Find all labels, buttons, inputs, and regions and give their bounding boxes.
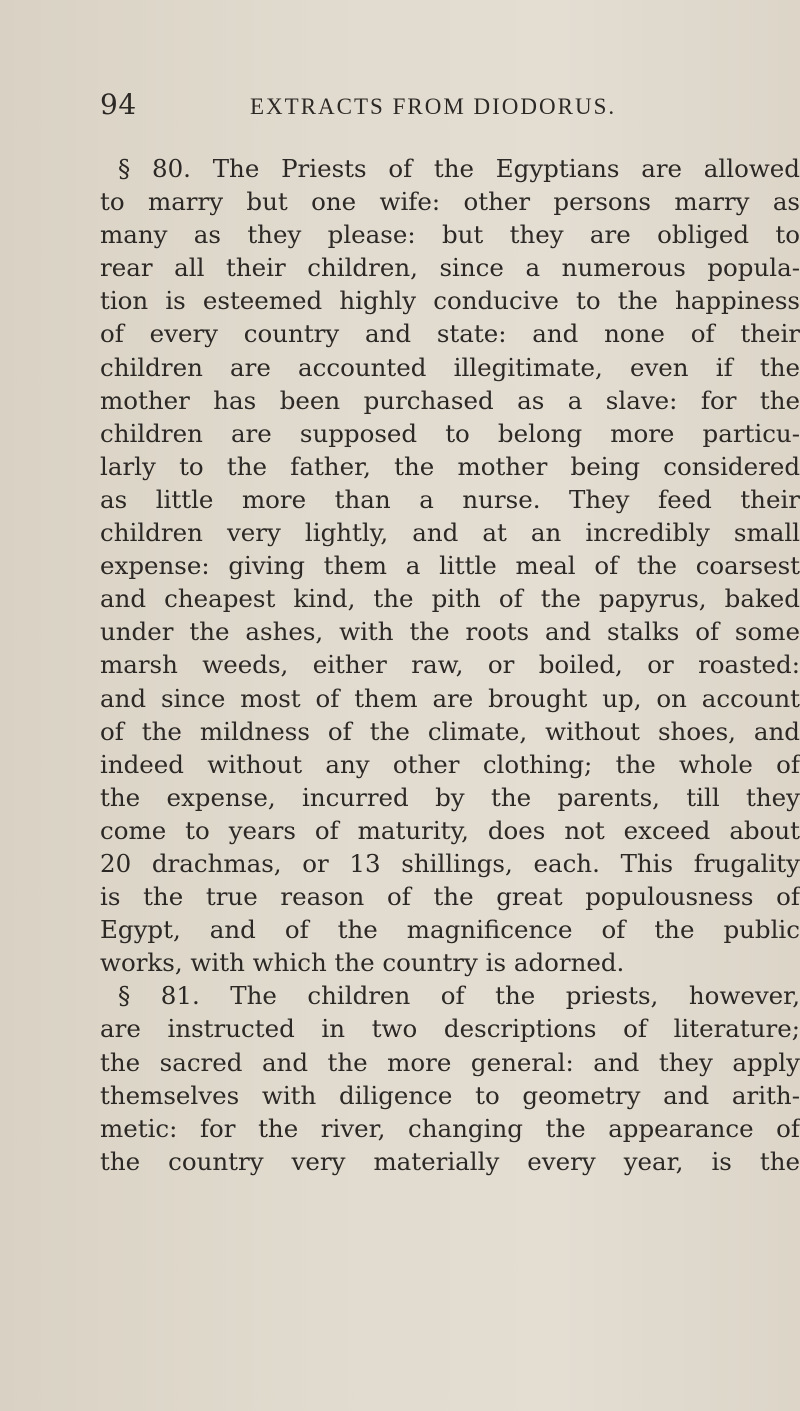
text-line: indeed without any other clothing; the whole of [100,749,800,779]
text-line: rear all their children, since a numerous popula- [100,253,800,283]
text-line: the sacred and the more general: and they apply [100,1047,800,1077]
text-line: the country very materially every year, is the [100,1146,800,1176]
text-line: are instructed in two descriptions of literature; [100,1014,800,1044]
text-line: 20 drachmas, or 13 shillings, each. This frugality [100,848,800,878]
text-line: to marry but one wife: other persons marry as [100,187,800,217]
page-header [100,88,800,128]
text-line: themselves with diligence to geometry and arith- [100,1080,800,1110]
text-line: as little more than a nurse. They feed their [100,484,800,514]
text-line: of the mildness of the climate, without shoes, and [100,716,800,746]
text-line: many as they please: but they are obliged to [100,220,800,250]
text-line: children are accounted illegitimate, even if the [100,352,800,382]
text-line: come to years of maturity, does not exceed about [100,815,800,845]
running-title: EXTRACTS FROM DIODORUS. [250,94,617,119]
text-line: Egypt, and of the magnificence of the public [100,915,800,945]
text-line: § 80. The Priests of the Egyptians are allowed [118,154,800,183]
text-line: is the true reason of the great populousness of [100,882,800,912]
text-line: of every country and state: and none of their [100,319,800,349]
text-line: works, with which the country is adorned. [100,948,625,978]
text-line: § 81. The children of the priests, however, [118,981,800,1011]
text-line: the expense, incurred by the parents, till they [100,782,800,812]
text-line: expense: giving them a little meal of the coarsest [100,551,800,581]
text-line: metic: for the river, changing the appearance of [100,1113,800,1143]
text-line: larly to the father, the mother being considered [100,451,800,481]
text-line: and since most of them are brought up, on account [100,683,800,713]
text-line: marsh weeds, either raw, or boiled, or roasted: [100,650,800,680]
page-number: 94 [100,88,137,121]
text-line: and cheapest kind, the pith of the papyrus, baked [100,584,800,614]
text-line: under the ashes, with the roots and stalks of some [100,617,800,647]
body-text [100,152,800,1178]
text-line: tion is esteemed highly conducive to the happiness [100,286,800,316]
text-line: mother has been purchased as a slave: for the [100,385,800,415]
text-line: children are supposed to belong more particu- [100,418,800,448]
text-line: children very lightly, and at an incredibly small [100,518,800,548]
